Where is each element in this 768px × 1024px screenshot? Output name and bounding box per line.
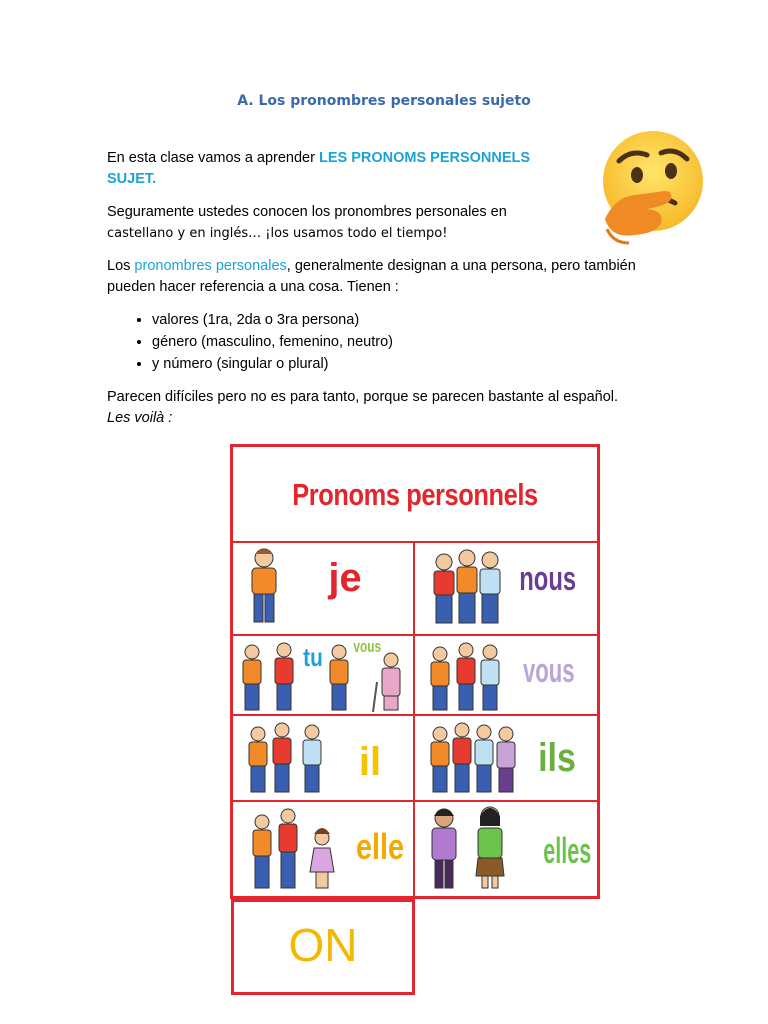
pronoun-word-elles: elles bbox=[543, 830, 592, 871]
pronoun-word-vous-formal: vous bbox=[353, 637, 382, 656]
paragraph-2 bbox=[107, 202, 667, 244]
pronoun-word-ils: ils bbox=[538, 736, 576, 780]
chart-divider bbox=[233, 541, 597, 543]
list-item: • género (masculino, femenino, neutro) bbox=[152, 331, 393, 353]
on-pronoun-label: ON bbox=[288, 919, 358, 971]
chart-divider bbox=[233, 800, 597, 802]
intro-text: En esta clase vamos a aprender bbox=[107, 150, 319, 166]
group-illustration bbox=[428, 718, 518, 798]
paragraph-4-line-2: Les voilà : bbox=[107, 410, 173, 426]
paragraph-3-line-2: pueden hacer referencia a una cosa. Tienen : bbox=[107, 279, 399, 295]
group-illustration bbox=[250, 804, 338, 894]
person-illustration bbox=[244, 546, 284, 630]
intro-highlight-2: SUJET. bbox=[107, 171, 157, 187]
paragraph-2-line-2: castellano y en inglés… ¡los usamos todo el tiempo! bbox=[107, 226, 448, 241]
intro-paragraph bbox=[107, 148, 667, 190]
pronoun-word-vous-plural: vous bbox=[522, 652, 575, 690]
paragraph-3-highlight: pronombres personales bbox=[134, 258, 287, 274]
group-illustration bbox=[246, 718, 328, 798]
group-illustration bbox=[428, 638, 502, 714]
paragraph-2-line-1: Seguramente ustedes conocen los pronombres personales en bbox=[107, 204, 507, 220]
paragraph-3-rest: , generalmente designan a una persona, pero también bbox=[286, 258, 636, 274]
chart-divider bbox=[413, 542, 415, 897]
chart-divider bbox=[233, 714, 597, 716]
pronoun-word-je: je bbox=[328, 556, 362, 600]
pronoun-word-tu: tu bbox=[303, 642, 323, 672]
page-heading: A. Los pronombres personales sujeto bbox=[237, 93, 531, 109]
pronoun-word-nous: nous bbox=[519, 560, 577, 598]
paragraph-3-prefix: Los bbox=[107, 258, 135, 274]
paragraph-4 bbox=[107, 387, 707, 429]
list-item: • y número (singular o plural) bbox=[152, 353, 393, 375]
pronoun-word-elle: elle bbox=[356, 826, 405, 867]
intro-highlight-1: LES PRONOMS PERSONNELS bbox=[318, 150, 531, 166]
pair-illustration bbox=[240, 638, 300, 714]
pronoun-word-il: il bbox=[358, 740, 382, 784]
paragraph-4-line-1: Parecen difíciles pero no es para tanto, porque se parecen bastante al español. bbox=[107, 389, 619, 405]
paragraph-3 bbox=[107, 256, 667, 298]
chart-divider bbox=[233, 634, 597, 636]
features-list bbox=[107, 309, 393, 375]
list-item: • valores (1ra, 2da o 3ra persona) bbox=[152, 309, 393, 331]
pronoun-chart-title: Pronoms personnels bbox=[292, 476, 538, 512]
pair-illustration bbox=[424, 804, 516, 896]
group-illustration bbox=[430, 546, 504, 630]
